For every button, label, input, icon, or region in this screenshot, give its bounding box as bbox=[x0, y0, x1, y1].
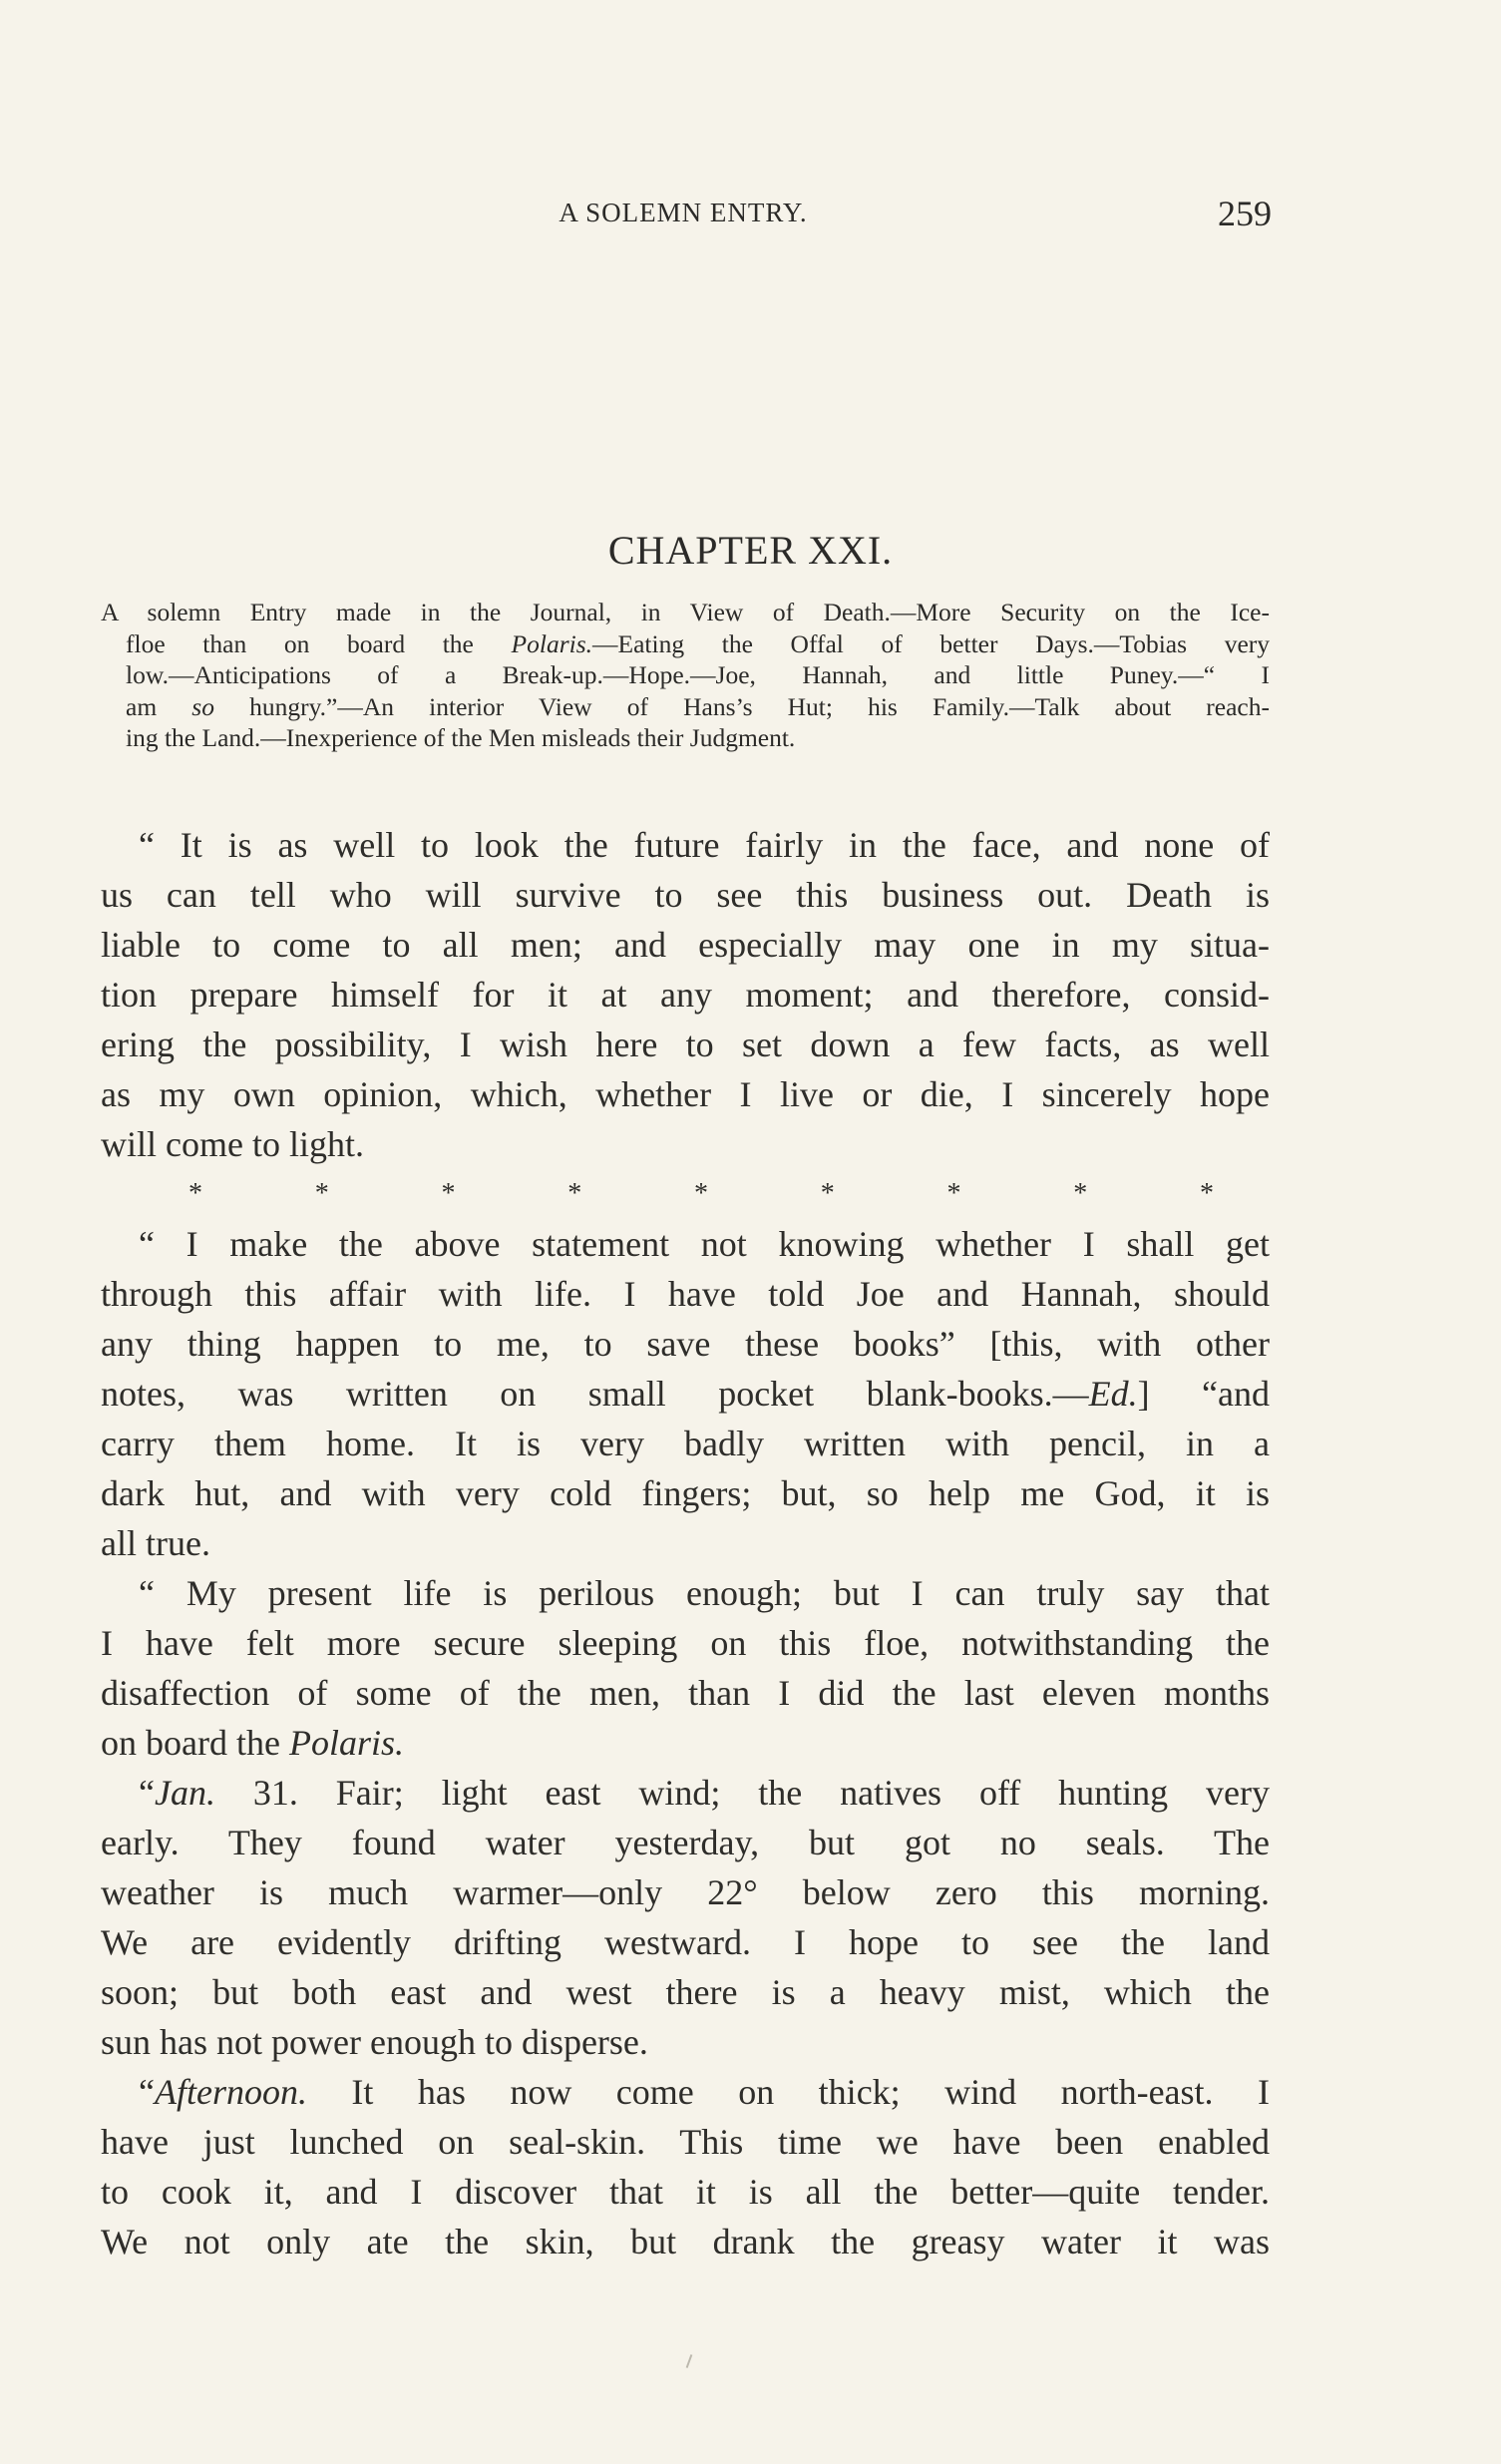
text-line: all true. bbox=[101, 1523, 210, 1563]
text-line: have just lunched on seal-skin. This time we have been enabled bbox=[101, 2122, 1270, 2162]
asterisk: * bbox=[946, 1178, 961, 1209]
asterisk: * bbox=[441, 1178, 456, 1209]
text-line: “ It is as well to look the future fairly in the face, and none of bbox=[139, 825, 1270, 865]
text-line: us can tell who will survive to see this business out. Death is bbox=[101, 875, 1270, 915]
text-line: any thing happen to me, to save these books” [this, with other bbox=[101, 1324, 1270, 1364]
text-line: liable to come to all men; and especially may one in my situa- bbox=[101, 925, 1270, 965]
paragraph bbox=[101, 820, 1270, 1169]
synopsis-line: ing the Land.—Inexperience of the Men misleads their Judgment. bbox=[126, 723, 796, 752]
text-line: We are evidently drifting westward. I hope to see the land bbox=[101, 1922, 1270, 1962]
text-line: weather is much warmer—only 22° below zero this morning. bbox=[101, 1872, 1270, 1912]
text-line: notes, was written on small pocket blank-books.—Ed.] “and bbox=[101, 1374, 1270, 1414]
page-number: 259 bbox=[1218, 194, 1272, 233]
paragraph bbox=[101, 1768, 1270, 2067]
synopsis-line: A solemn Entry made in the Journal, in View of Death.—More Security on the Ice- bbox=[101, 598, 1270, 626]
text-line: to cook it, and I discover that it is all the better—quite tender. bbox=[101, 2172, 1270, 2212]
text-line: disaffection of some of the men, than I did the last eleven months bbox=[101, 1673, 1270, 1713]
text-line: on board the Polaris. bbox=[101, 1723, 404, 1763]
asterisk: * bbox=[567, 1178, 582, 1209]
running-head: A SOLEMN ENTRY. bbox=[559, 198, 808, 227]
text-line: sun has not power enough to disperse. bbox=[101, 2022, 648, 2062]
section-break-asterisks bbox=[101, 1169, 1270, 1219]
synopsis-line: am so hungry.”—An interior View of Hans’s Hut; his Family.—Talk about reach- bbox=[126, 691, 1270, 721]
text-line: “ I make the above statement not knowing whether I shall get bbox=[139, 1224, 1270, 1264]
text-line: dark hut, and with very cold fingers; but, so help me God, it is bbox=[101, 1473, 1270, 1513]
text-line: “Afternoon. It has now come on thick; wind north-east. I bbox=[139, 2072, 1270, 2112]
text-line: “ My present life is perilous enough; but I can truly say that bbox=[139, 1573, 1270, 1613]
body-text bbox=[101, 820, 1270, 2266]
synopsis-line: low.—Anticipations of a Break-up.—Hope.—Joe, Hannah, and little Puney.—“ I bbox=[126, 660, 1270, 689]
asterisk: * bbox=[820, 1178, 835, 1209]
text-line: early. They found water yesterday, but got no seals. The bbox=[101, 1823, 1270, 1862]
text-line: tion prepare himself for it at any moment; and therefore, consid- bbox=[101, 975, 1270, 1015]
text-line: as my own opinion, which, whether I live or die, I sincerely hope bbox=[101, 1074, 1270, 1114]
asterisk: * bbox=[1073, 1178, 1088, 1209]
chapter-synopsis bbox=[101, 597, 1270, 754]
text-line: ering the possibility, I wish here to set down a few facts, as well bbox=[101, 1025, 1270, 1064]
asterisk: * bbox=[188, 1178, 202, 1209]
chapter-title: CHAPTER XXI. bbox=[607, 528, 894, 573]
text-line: through this affair with life. I have told Joe and Hannah, should bbox=[101, 1274, 1270, 1314]
paragraph bbox=[101, 1568, 1270, 1768]
text-line: soon; but both east and west there is a heavy mist, which the bbox=[101, 1972, 1270, 2012]
asterisk: * bbox=[694, 1178, 708, 1209]
asterisk: * bbox=[314, 1178, 329, 1209]
text-line: I have felt more secure sleeping on this floe, notwithstanding the bbox=[101, 1623, 1270, 1663]
text-line: carry them home. It is very badly written with pencil, in a bbox=[101, 1424, 1270, 1463]
text-line: will come to light. bbox=[101, 1124, 364, 1164]
text-line: We not only ate the skin, but drank the greasy water it was bbox=[101, 2222, 1270, 2261]
synopsis-line: floe than on board the Polaris.—Eating the Offal of better Days.—Tobias very bbox=[126, 628, 1271, 658]
paragraph bbox=[101, 1219, 1270, 1568]
asterisk: * bbox=[1200, 1178, 1214, 1209]
paragraph bbox=[101, 2067, 1270, 2266]
text-line: “Jan. 31. Fair; light east wind; the natives off hunting very bbox=[139, 1773, 1270, 1813]
paper-speck bbox=[686, 2354, 693, 2368]
